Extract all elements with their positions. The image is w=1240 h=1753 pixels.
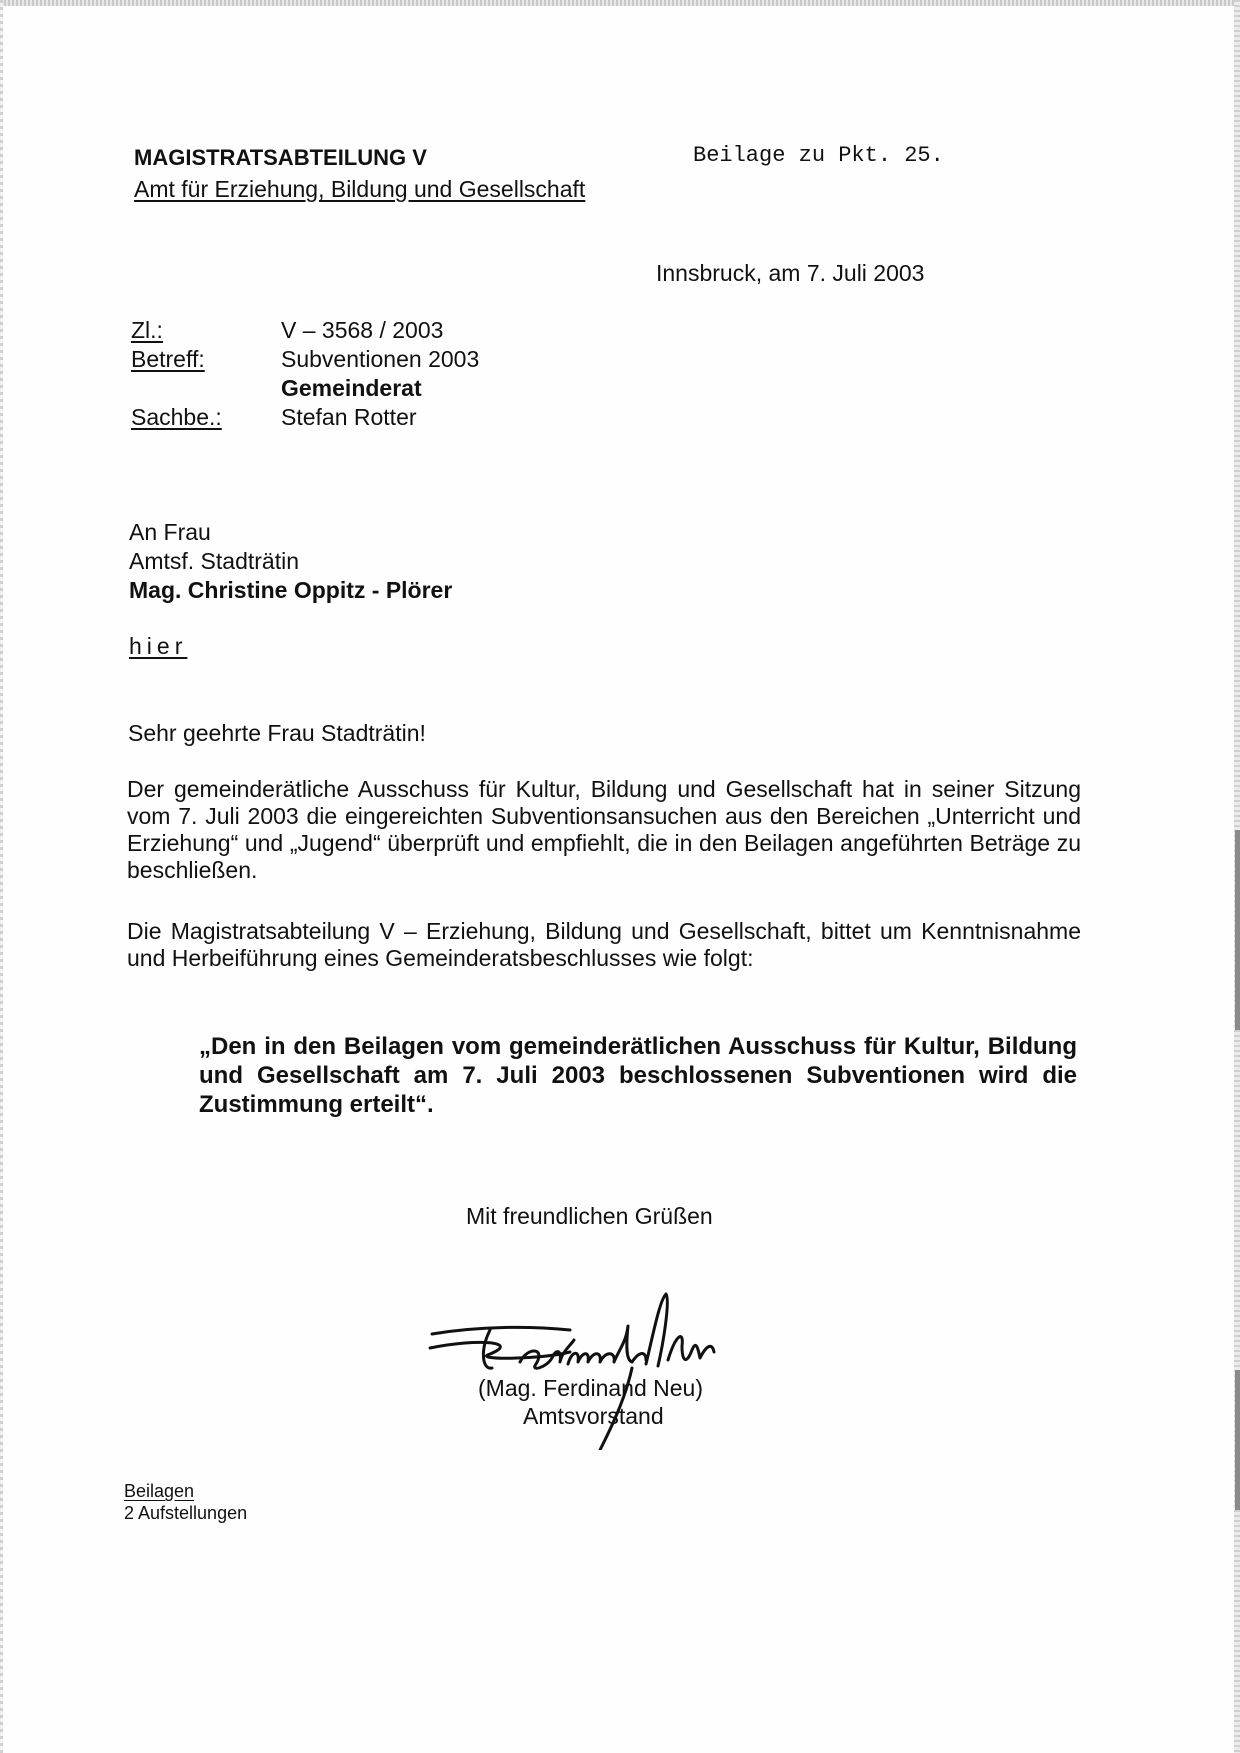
reference-row [131,316,479,345]
recipient-line-1: An Frau [129,519,211,545]
scan-edge-top [0,0,1240,6]
clerk-row [131,403,479,432]
recipient-name: Mag. Christine Oppitz - Plörer [129,577,453,603]
scan-edge-left [0,0,3,1753]
recipient-line-2: Amtsf. Stadträtin [129,548,300,574]
department-heading: MAGISTRATSABTEILUNG V [134,145,427,170]
enclosures-label: Beilagen [124,1481,195,1501]
reference-block [131,316,479,432]
closing-greeting: Mit freundlichen Grüßen [466,1203,713,1229]
signatory-title: Amtsvorstand [523,1403,664,1429]
body-paragraph-1: Der gemeinderätliche Ausschuss für Kultur, Bildung und Gesellschaft hat in seiner Sitzung vom 7. Juli 2003 die eingereichten Subventionsansuchen aus den Bereichen „Unterricht und Erziehung“ und „Jugend“ überprüft und empfiehlt, die in den Beilagen angeführten Beträge zu beschließen. [127,776,1081,883]
scan-mark [1235,1370,1240,1510]
place-date: Innsbruck, am 7. Juli 2003 [656,260,925,286]
zl-label: Zl.: [131,317,163,343]
scan-mark [1235,830,1240,1030]
salutation: Sehr geehrte Frau Stadträtin! [128,720,426,746]
office-name: Amt für Erziehung, Bildung und Gesellschaft [134,176,586,202]
enclosures-block [124,1480,247,1524]
subject-row-2 [131,374,479,403]
signatory-name: (Mag. Ferdinand Neu) [478,1375,703,1401]
recipient-block [129,518,452,605]
sachbe-value: Stefan Rotter [281,404,417,430]
zl-value: V – 3568 / 2003 [281,317,444,343]
resolution-quote: „Den in den Beilagen vom gemeinderätlichen Ausschuss für Kultur, Bildung und Gesellschaft am 7. Juli 2003 beschlossenen Subventionen wird die Zustimmung erteilt“. [199,1033,1077,1118]
betreff-label: Betreff: [131,346,205,372]
enclosures-item: 2 Aufstellungen [124,1503,248,1523]
recipient-local: hier [129,633,188,659]
betreff-value: Subventionen 2003 [281,346,480,372]
attachment-stamp: Beilage zu Pkt. 25. [693,143,944,168]
subject-row [131,345,479,374]
betreff-value-2: Gemeinderat [281,375,422,401]
sachbe-label: Sachbe.: [131,404,222,430]
body-paragraph-2: Die Magistratsabteilung V – Erziehung, Bildung und Gesellschaft, bittet um Kenntnisnahme und Herbeiführung eines Gemeinderatsbeschlusses wie folgt: [127,918,1081,971]
